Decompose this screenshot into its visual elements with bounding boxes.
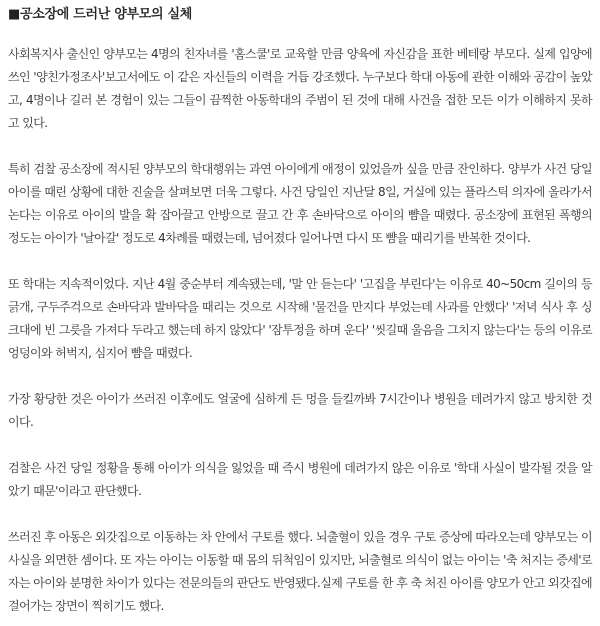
paragraph-3: 또 학대는 지속적이었다. 지난 4월 중순부터 계속됐는데, '말 안 듣는다' '고집을 부린다'는 이유로 40~50cm 길이의 등긁개, 구두주걱으로 손바닥과 발바닥을 때리는 것으로 시작해 '물건을 만지다 부었는데 사과를 안했다' '저녁 식사 후 싱크대에 빈 그릇을 가져다 두라고 했는데 하지 않았다' '잠투정을 하며 운다' '씻길때 울음을 그치지 않는다'는 등의 이유로 엉덩이와 허벅지, 심지어 뺨을 때렸다. bbox=[8, 277, 592, 360]
paragraph-2: 특히 검찰 공소장에 적시된 양부모의 학대행위는 과연 아이에게 애정이 있었을까 싶을 만큼 잔인하다. 양부가 사건 당일 아이를 때린 상황에 대한 진술을 살펴보면 더욱 그렇다. 사건 당일인 지난달 8일, 거실에 있는 플라스틱 의자에 올라가서 논다는 이유로 아이의 발을 확 잡아끌고 안방으로 끌고 간 후 손바닥으로 아이의 뺨을 때렸다. 공소장에 표현된 폭행의 정도는 아이가 '날아갈' 정도로 4차례를 때렸는데, 넘어졌다 일어나면 다시 또 뺨을 때리기를 반복한 것이다. bbox=[8, 162, 592, 245]
paragraph-5: 검찰은 사건 당일 정황을 통해 아이가 의식을 잃었을 때 즉시 병원에 데려가지 않은 이유로 '학대 사실이 발각될 것을 알았기 때문'이라고 판단했다. bbox=[8, 461, 592, 498]
paragraph-4: 가장 황당한 것은 아이가 쓰러진 이후에도 얼굴에 심하게 든 멍을 들킬까봐 7시간이나 병원을 데려가지 않고 방치한 것이다. bbox=[8, 392, 592, 429]
paragraph-1: 사회복지사 출신인 양부모는 4명의 친자녀를 '홈스쿨'로 교육할 만큼 양육에 자신감을 표한 베테랑 부모다. 실제 입양에 쓰인 '양친가정조사'보고서에도 이 같은 자신들의 이력을 거듭 강조했다. 누구보다 학대 아동에 관한 이해와 공감이 높았고, 4명이나 길러 본 경험이 있는 그들이 끔찍한 아동학대의 주범이 된 것에 대해 사건을 접한 모든 이가 이해하지 못하고 있다. bbox=[8, 47, 592, 130]
paragraph-6: 쓰러진 후 아동은 외갓집으로 이동하는 차 안에서 구토를 했다. 뇌출혈이 있을 경우 구토 증상에 따라오는데 양부모는 이 사실을 외면한 셈이다. 또 자는 아이는 이동할 때 몸의 뒤척임이 있지만, 뇌출혈로 의식이 없는 아이는 '축 처지는 증세'로 자는 아이와 분명한 차이가 있다는 전문의들의 판단도 반영됐다.실제 구토를 한 후 축 처진 아이를 양모가 안고 외갓집에 걸어가는 장면이 찍히기도 했다. bbox=[8, 530, 592, 613]
section-heading: ■공소장에 드러난 양부모의 실체 bbox=[8, 7, 193, 22]
